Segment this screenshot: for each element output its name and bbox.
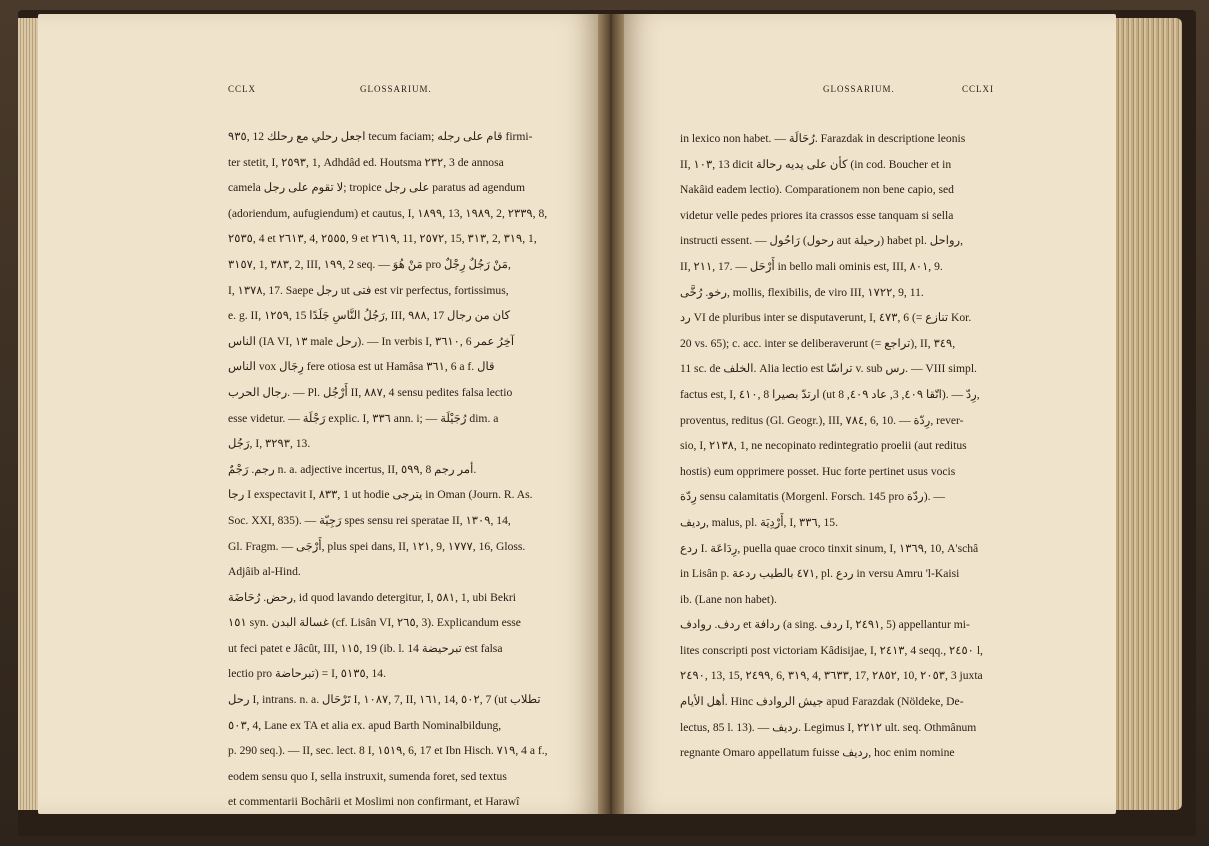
text-line: regnante Omaro appellatum fuisse رديف, hoc enim nomine: [680, 746, 955, 760]
left-page-number: CCLX: [228, 84, 257, 94]
text-line: II, ٢١١, 17. — أَرْحَل in bello mali ominis est, III, ٨٠١, 9.: [680, 259, 943, 273]
text-line: رحض. رُحَاضَة, id quod lavando detergitur, I, ٥٨١, 1, ubi Bekri: [228, 590, 516, 604]
text-line: lites conscripti post victoriam Kâdisijae, I, ٢٤١٣, 4 seqq., ٢٤٥٠ l,: [680, 643, 983, 657]
text-line: ter stetit, I, ٢٥٩٣, 1, Adhdâd ed. Houtsma ٢٣٢, 3 de annosa: [228, 155, 504, 169]
text-line: 11 sc. de الخلف. Alia lectio est تراسّا v. sub رس. — VIII simpl.: [680, 362, 977, 376]
text-line: ٩٣٥, 12 اجعل رحلي مع رحلك tecum faciam; قام على رجله firmi-: [228, 130, 533, 143]
text-line: Gl. Fragm. — أَرْجَى, plus spei dans, II, ١٢١, 9, ١٧٧٧, 16, Gloss.: [228, 539, 526, 553]
text-line: in Lisân p. ٤٧١ بالطيب ردعة, pl. ردع in versu Amru 'l-Kaisi: [680, 567, 960, 581]
text-line: II, ١٠٣, 13 dicit كأن على يديه رحالة (in cod. Boucher et in: [680, 157, 952, 171]
text-line: ردع I. رِدَاعَة, puella quae croco tinxit sinum, I, ١٣٦٩, 10, A'schâ: [680, 541, 979, 555]
text-line: (adoriendum, aufugiendum) et cautus, I, ١٨٩٩, 13, ١٩٨٩, 2, ٢٣٣٩, 8,: [228, 206, 548, 220]
text-line: ٣١٥٧, 1, ٣٨٣, 2, III, ١٩٩, 2 seq. — مَنْ هُوَ pro مَنْ رَجُلٌ رِجْلٌ,: [228, 257, 511, 271]
text-line: رحل I, intrans. n. a. تَرْحَال I, ١٠٨٧, 7, II, ١٦١, 14, ٥٠٢, 7 (ut تطلاب: [228, 693, 541, 707]
text-line: الناس (IA VI, ١٣ male رحل). — In verbis I, ٣٦١٠, 6 آخِرُ عمر: [228, 334, 515, 348]
text-line: lectio pro تبرحاضة) = I, ٥١٣٥, 14.: [228, 667, 386, 681]
text-line: رَجُل, I, ٣٢٩٣, 13.: [228, 437, 311, 451]
left-running-title: GLOSSARIUM.: [360, 84, 432, 94]
text-line: camela لا تقوم على رجل; tropice على رجل paratus ad agendum: [228, 181, 525, 195]
right-page-number: CCLXI: [962, 84, 994, 94]
text-line: Nakâid eadem lectio). Comparationem non bene capio, sed: [680, 183, 954, 197]
text-line: ٢٤٩٠, 13, 15, ٢٤٩٩, 6, ٣١٩, 4, ٣٦٣٣, 17, ٢٨٥٢, 10, ٢٠٥٣, 3 juxta: [680, 669, 983, 683]
text-line: e. g. II, ١٢٥٩, 15 رَجُلُ النَّاسِ جَلَدًا, III, ٩٨٨, 17 كان من رجال: [228, 309, 511, 323]
text-line: in lexico non habet. — رُحَالَة. Farazdak in descriptione leonis: [680, 132, 966, 145]
text-line: esse videtur. — رَجْلَة explic. I, ٣٣٦ ann. i; — رُجَيْلَة dim. a: [228, 411, 499, 425]
text-line: الناس vox رِجَال fere otiosa est ut Hamâsa ٣٦١, 6 a f. قال: [228, 360, 495, 374]
text-line: رد VI de pluribus inter se disputaverunt, I, ٤٧٣, 6 (= تنازع Kor.: [680, 311, 972, 325]
right-running-title: GLOSSARIUM.: [823, 84, 895, 94]
text-line: رديف, malus, pl. أَرْدِيَة, I, ٣٣٦, 15.: [680, 515, 838, 529]
text-line: رخو. رُخَّى, mollis, flexibilis, de viro III, ١٧٢٢, 9, 11.: [680, 285, 924, 299]
text-line: ١٥١ syn. غسالة البدن (cf. Lisân VI, ٢٦٥, 3). Explicandum esse: [228, 616, 521, 630]
text-line: factus est, I, ٤١٠, 8 ارتدّ بصيرا (ut اتّقا ٤٠٩, 3, عاد ٤٠٩, 8). — رِدّ,: [680, 387, 980, 401]
text-line: ٥٠٣, 4, Lane ex TA et alia ex. apud Barth Nominalbildung,: [228, 718, 502, 732]
text-line: Soc. XXI, 835). — رَجِيّة spes sensu rei speratae II, ١٣٠٩, 14,: [228, 513, 511, 527]
text-line: hostis) eum opprimere posset. Huc forte pertinet usus vocis: [680, 464, 956, 478]
text-line: sio, I, ٢١٣٨, 1, ne necopinato redintegratio proelii (aut reditus: [680, 439, 967, 453]
left-page-edges: [18, 18, 38, 810]
text-line: proventus, reditus (Gl. Geogr.), III, ٧٨٤, 6, 10. — رِدّة, rever-: [680, 413, 964, 427]
text-line: instructi essent. — رَاحُول (رحول aut رحيلة) habet pl. رواحل,: [680, 234, 964, 248]
text-line: رِدّة sensu calamitatis (Morgenl. Forsch. 145 pro ردّة). —: [680, 490, 946, 504]
text-line: videtur velle pedes priores ita crassos esse tanquam si sella: [680, 208, 954, 222]
text-line: I, ١٣٧٨, 17. Saepe رجل ut فتى est vir perfectus, fortissimus,: [228, 283, 509, 297]
text-line: أهل الأيام. Hinc جيش الروادف apud Farazdak (Nöldeke, De-: [680, 695, 964, 709]
right-page-text: [680, 126, 1010, 766]
text-line: ردف. روادف et ردافة (a sing. ردف I, ٢٤٩١, 5) appellantur mi-: [680, 618, 970, 632]
text-line: eodem sensu quo I, sella instruxit, sumenda foret, sed textus: [228, 769, 507, 783]
text-line: ٢٥٣٥, 4 et ٢٦١٣, 4, ٢٥٥٥, 9 et ٢٦١٩, 11, ٢٥٧٢, 15, ٣١٣, 2, ٣١٩, 1,: [228, 232, 537, 246]
right-page-edges: [1116, 18, 1182, 810]
text-line: et commentarii Bochârii et Moslimi non confirmant, et Harawî: [228, 795, 520, 809]
text-line: p. 290 seq.). — II, sec. lect. 8 I, ١٥١٩, 6, 17 et Ibn Hisch. ٧١٩, 4 a f.,: [228, 744, 548, 758]
text-line: lectus, 85 l. 13). — رديف. Legimus I, ٢٢١٢ ult. seq. Othmânum: [680, 720, 977, 734]
text-line: ib. (Lane non habet).: [680, 592, 777, 606]
text-line: رجم. رَجْمٌ n. a. adjective incertus, II, ٥٩٩, 8 أمر رجم.: [228, 462, 477, 476]
text-line: رجال الحرب. — Pl. أَرْجُل II, ٨٨٧, 4 sensu pedites falsa lectio: [228, 385, 513, 399]
text-line: رجا I exspectavit I, ٨٣٣, 1 ut hodie يترجى in Oman (Journ. R. As.: [228, 488, 533, 502]
text-line: Adjâib al-Hind.: [228, 565, 301, 579]
text-line: 20 vs. 65); c. acc. inter se deliberaverunt (= تراجع), II, ٣٤٩,: [680, 336, 956, 350]
left-page-text: [228, 124, 568, 815]
book-gutter: [598, 14, 624, 814]
text-line: ut feci patet e Jâcût, III, ١١٥, 19 (ib. l. 14 تبرحيضة est falsa: [228, 641, 503, 655]
